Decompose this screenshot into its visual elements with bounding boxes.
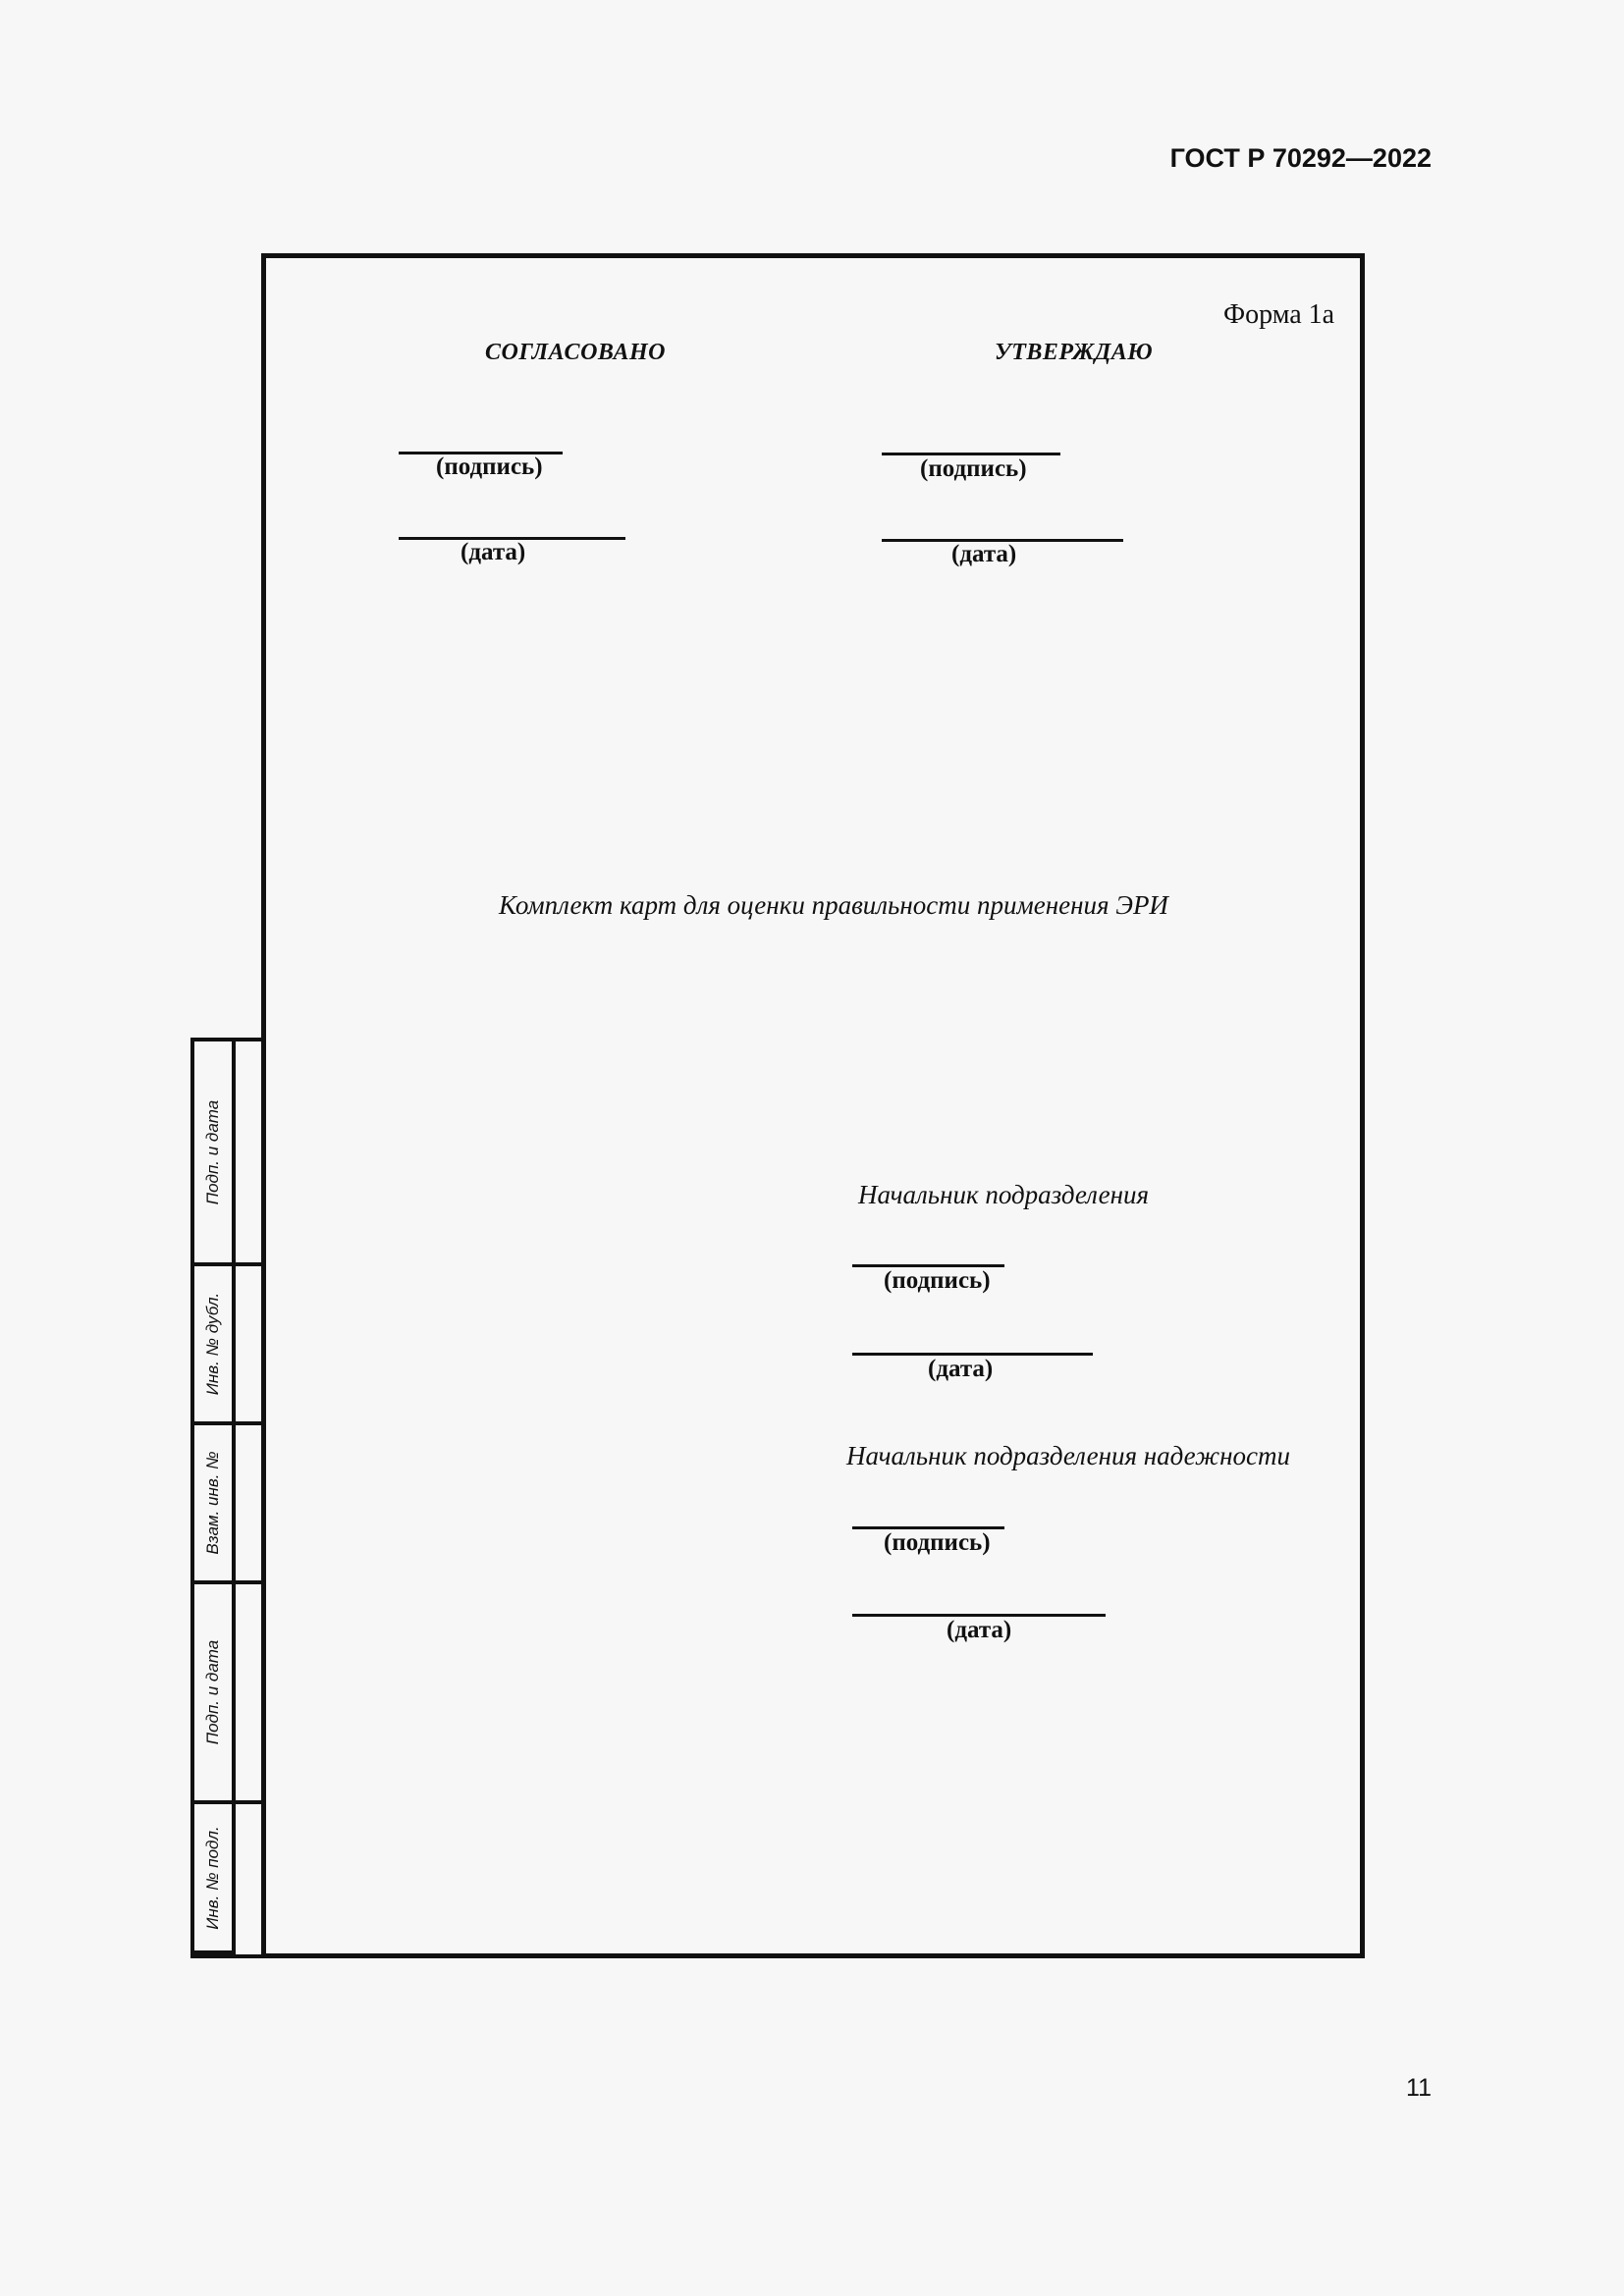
signatory-role: Начальник подразделения — [858, 1180, 1150, 1209]
form-label: Форма 1а — [1223, 299, 1335, 330]
stamp-cell — [194, 1584, 232, 1804]
signatory-date-caption: (дата) — [947, 1617, 1012, 1643]
stamp-label: Инв. № подл. — [203, 1825, 222, 1930]
signatory-signature-caption: (подпись) — [884, 1529, 991, 1556]
agreed-signature-caption: (подпись) — [436, 454, 543, 480]
stamp-cell — [194, 1425, 232, 1584]
stamp-label: Подп. и дата — [203, 1099, 222, 1204]
stamp-cell — [194, 1041, 232, 1266]
page-number: 11 — [1406, 2074, 1432, 2102]
stamp-value-cell — [232, 1425, 263, 1584]
stamp-label: Взам. инв. № — [203, 1451, 222, 1555]
stamp-value-cell — [232, 1041, 263, 1266]
stamp-value-cell — [232, 1266, 263, 1425]
signatory-date-caption: (дата) — [928, 1356, 994, 1382]
side-stamp-table — [190, 1038, 263, 1958]
stamp-label: Подп. и дата — [203, 1639, 222, 1745]
agreed-date-caption: (дата) — [460, 539, 526, 565]
signatory-signature-caption: (подпись) — [884, 1267, 991, 1294]
agreed-heading: СОГЛАСОВАНО — [485, 340, 666, 365]
stamp-value-cell — [232, 1804, 263, 1954]
stamp-value-cell — [232, 1584, 263, 1804]
document-title: Комплект карт для оценки правильности применения ЭРИ — [499, 890, 1168, 920]
stamp-cell — [194, 1804, 232, 1954]
standard-code: ГОСТ Р 70292—2022 — [1169, 143, 1432, 173]
stamp-cell — [194, 1266, 232, 1425]
approve-date-caption: (дата) — [951, 541, 1017, 567]
stamp-label: Инв. № дубл. — [203, 1292, 222, 1396]
signatory-role: Начальник подразделения надежности — [846, 1441, 1290, 1470]
form-frame — [261, 253, 1365, 1958]
approve-signature-caption: (подпись) — [920, 455, 1027, 482]
approve-heading: УТВЕРЖДАЮ — [995, 340, 1154, 365]
